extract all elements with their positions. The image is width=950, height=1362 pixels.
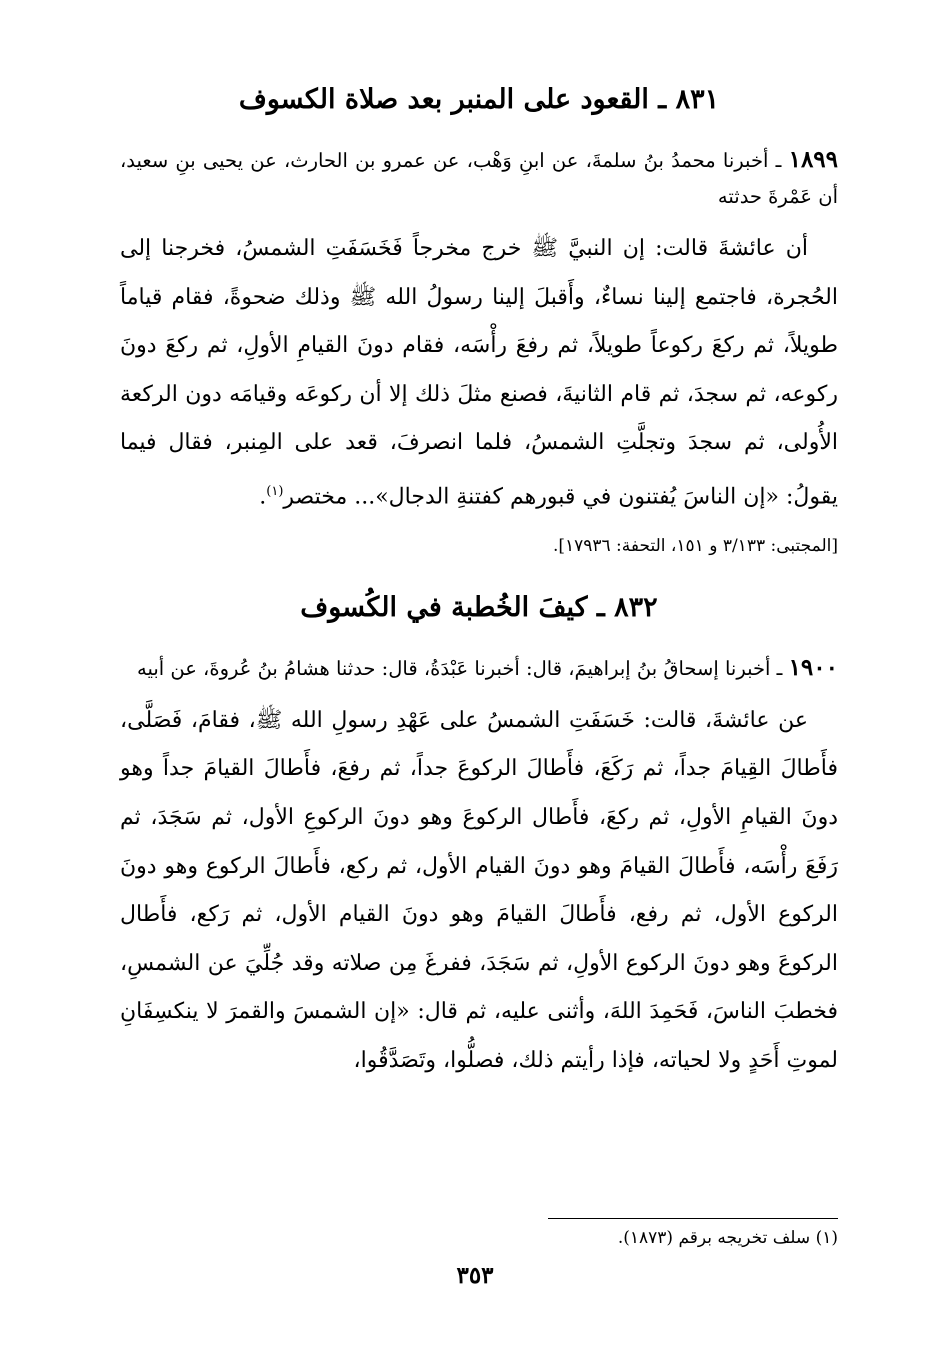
hadith-1899-sources: [المجتبى: ٣/١٣٣ و ١٥١، التحفة: ١٧٩٣٦]. — [552, 535, 838, 556]
hadith-1900-isnad — [120, 650, 838, 687]
hadith-1900-number: ١٩٠٠ — [788, 653, 838, 681]
footnote-separator — [548, 1218, 838, 1219]
chapter-831-title: ٨٣١ ـ القعود على المنبر بعد صلاة الكسوف — [238, 84, 720, 115]
hadith-1899-isnad — [120, 142, 838, 215]
page-body — [120, 60, 838, 1090]
page-number: ٣٥٣ — [456, 1262, 494, 1289]
footnote: (١) سلف تخريجه برقم (١٨٧٣). — [617, 1228, 838, 1248]
hadith-1900-matn: عن عائشةَ، قالت: خَسَفَتِ الشمسُ على عَهْدِ رسولِ الله ﷺ، فقامَ، فَصَلَّى، فأَطالَ القِيامَ جداً، ثم رَكَعَ، فأَطالَ الركوعَ جداً، ثم رفعَ، فأَطالَ القيامَ جداً وهو دونَ القيامِ الأولِ، ثم ركعَ، فأَطال الركوعَ وهو دونَ الركوعِ الأول، ثم سَجَدَ، ثم رَفَعَ رأْسَه، فأَطالَ القيامَ وهو دونَ القيام الأول، ثم ركع، فأَطالَ الركوع وهو دونَ الركوع الأول، ثم رفع، فأَطالَ القيامَ وهو دونَ القيام الأول، ثم رَكع، فأَطال الركوعَ وهو دونَ الركوع الأولِ، ثم سَجَدَ، ففرغَ مِن صلاته وقد جُلِّيَ عن الشمسِ، فخطبَ الناسَ، فَحَمِدَ اللهَ، وأثنى عليه، ثم قال: «إن الشمسَ والقمرَ لا ينكسِفَانِ لموتِ أَحَدٍ ولا لحياته، فإذا رأيتم ذلك، فصلُّوا، وتَصَدَّقُوا، — [120, 707, 838, 1074]
hadith-1900-isnad-text: ـ أخبرنا إسحاقُ بنُ إبراهيمَ، قال: أخبرنا عَبْدَةُ، قال: حدثنا هشامُ بنُ عُروةَ، عن أبيه — [137, 656, 783, 680]
hadith-1899-isnad-text: ـ أخبرنا محمدُ بنُ سلمةَ، عن ابنِ وَهْب، عن عمرو بن الحارث، عن يحيى بنِ سعيد، أن عَمْرةَ حدثته — [120, 149, 838, 208]
footnote-reference: (١) — [266, 483, 284, 499]
chapter-832-title: ٨٣٢ ـ كيفَ الخُطبة في الكُسوف — [300, 591, 658, 623]
hadith-1899-matn: أن عائشةَ قالت: إن النبيَّ ﷺ خرج مخرجاً فَخَسَفَتِ الشمسُ، فخرجنا إلى الحُجرة، فاجتمع إلينا نساءٌ، وأَقبلَ إلينا رسولُ الله ﷺ وذلك ضحوةً، فقام قياماً طويلاً، ثم ركعَ ركوعاً طويلاً، ثم رفعَ رأْسَه، فقام دونَ القيامِ الأولِ، ثم ركعَ دونَ ركوعه، ثم سجدَ، ثم قام الثانيةَ، فصنع مثلَ ذلك إلا أن ركوعَه وقيامَه دون الركعة الأُولى، ثم سجدَ وتجلَّتِ الشمسُ، فلما انصرفَ، قعد على المِنبر، فقال فيما يقولُ: «إن الناسَ يُفتنون في قبورهم كفتنةِ الدجال»... مختصر$^{(١)}$. — [120, 236, 838, 510]
hadith-1899-matn-text: أن عائشةَ قالت: إن النبيَّ ﷺ خرج مخرجاً فَخَسَفَتِ الشمسُ، فخرجنا إلى الحُجرة، فاجتمع إلينا نساءٌ، وأَقبلَ إلينا رسولُ الله ﷺ وذلك ضحوةً، فقام قياماً طويلاً، ثم ركعَ ركوعاً طويلاً، ثم رفعَ رأْسَه، فقام دونَ القيامِ الأولِ، ثم ركعَ دونَ ركوعه، ثم سجدَ، ثم قام الثانيةَ، فصنع مثلَ ذلك إلا أن ركوعَه وقيامَه دون الركعة الأُولى، ثم سجدَ وتجلَّتِ الشمسُ، فلما انصرفَ، قعد على المِنبر، فقال فيما يقولُ: «إن الناسَ يُفتنون في قبورهم كفتنةِ الدجال»... مختصر — [120, 236, 838, 510]
hadith-1899-number: ١٨٩٩ — [788, 146, 839, 173]
